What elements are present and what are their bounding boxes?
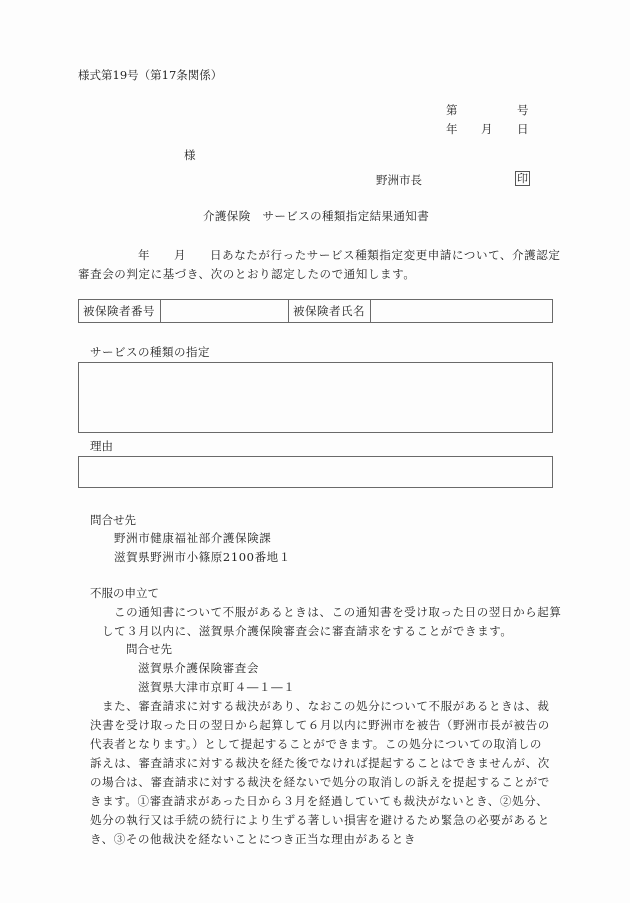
date-year: 年 [446, 122, 458, 136]
objection-para2-line: き、③その他裁決を経ないことにつき正当な理由があるとき [90, 832, 417, 846]
contact-department: 野洲市健康福祉部介護保険課 [114, 531, 272, 545]
seal-mark: 印 [517, 172, 528, 185]
objection-para2-line: の場合は、審査請求に対する裁決を経ないで処分の取消しの訴えを提起することがで [90, 775, 550, 789]
objection-para2-line: 決書を受け取った日の翌日から起算して６月以内に野洲市を被告（野洲市長が被告の [90, 718, 550, 732]
doc-number-suffix: 号 [517, 103, 529, 117]
insured-info-table [78, 299, 553, 323]
reason-label: 理由 [90, 439, 113, 453]
document-title: 介護保険 サービスの種類指定結果通知書 [203, 209, 430, 223]
objection-heading: 不服の申立て [90, 586, 159, 600]
contact-address: 滋賀県野洲市小篠原2100番地１ [114, 550, 291, 564]
contact-label: 問合せ先 [90, 513, 136, 527]
intro-month: 月 [174, 248, 186, 262]
issuer-name: 野洲市長 [376, 173, 422, 187]
objection-para2-line: 訴えは、審査請求に対する裁決を経た後でなければ提起することはできませんが、次 [90, 756, 550, 770]
objection-para1-line: して３月以内に、滋賀県介護保険審査会に審査請求をすることができます。 [102, 624, 513, 638]
intro-year: 年 [138, 248, 150, 262]
intro-line-2: 審査会の判定に基づき、次のとおり認定したので通知します。 [78, 267, 416, 281]
date-day: 日 [517, 122, 529, 136]
service-type-box[interactable] [78, 362, 553, 433]
objection-para2-line: 処分の執行又は手続の続行により生ずる著しい損害を避けるため緊急の必要があると [90, 813, 550, 827]
date-month: 月 [481, 122, 493, 136]
insured-number-field[interactable] [161, 300, 289, 323]
insured-name-field[interactable] [371, 300, 553, 323]
doc-number-prefix: 第 [446, 103, 458, 117]
objection-contact-org: 滋賀県介護保険審査会 [138, 661, 259, 675]
objection-para2-line: きます。①審査請求があった日から３月を経過していても裁決がないとき、②処分、 [90, 794, 549, 808]
addressee-suffix: 様 [184, 148, 196, 162]
insured-name-label: 被保険者氏名 [289, 300, 371, 323]
objection-contact-address: 滋賀県大津市京町４―１―１ [138, 680, 296, 694]
intro-line-1: 日あなたが行ったサービス種類指定変更申請について、介護認定 [210, 248, 561, 262]
objection-para2-line: 代表者となります。）として提起することができます。この処分についての取消しの [90, 737, 542, 751]
insured-number-label: 被保険者番号 [79, 300, 161, 323]
reason-box[interactable] [78, 456, 553, 488]
objection-para1-line: この通知書について不服があるときは、この通知書を受け取った日の翌日から起算 [114, 605, 562, 619]
objection-para2-line: また、審査請求に対する裁決があり、なおこの処分について不服があるときは、裁 [102, 699, 550, 713]
service-type-label: サービスの種類の指定 [90, 345, 210, 359]
objection-contact-label: 問合せ先 [126, 642, 172, 656]
form-id: 様式第19号（第17条関係） [78, 68, 223, 82]
